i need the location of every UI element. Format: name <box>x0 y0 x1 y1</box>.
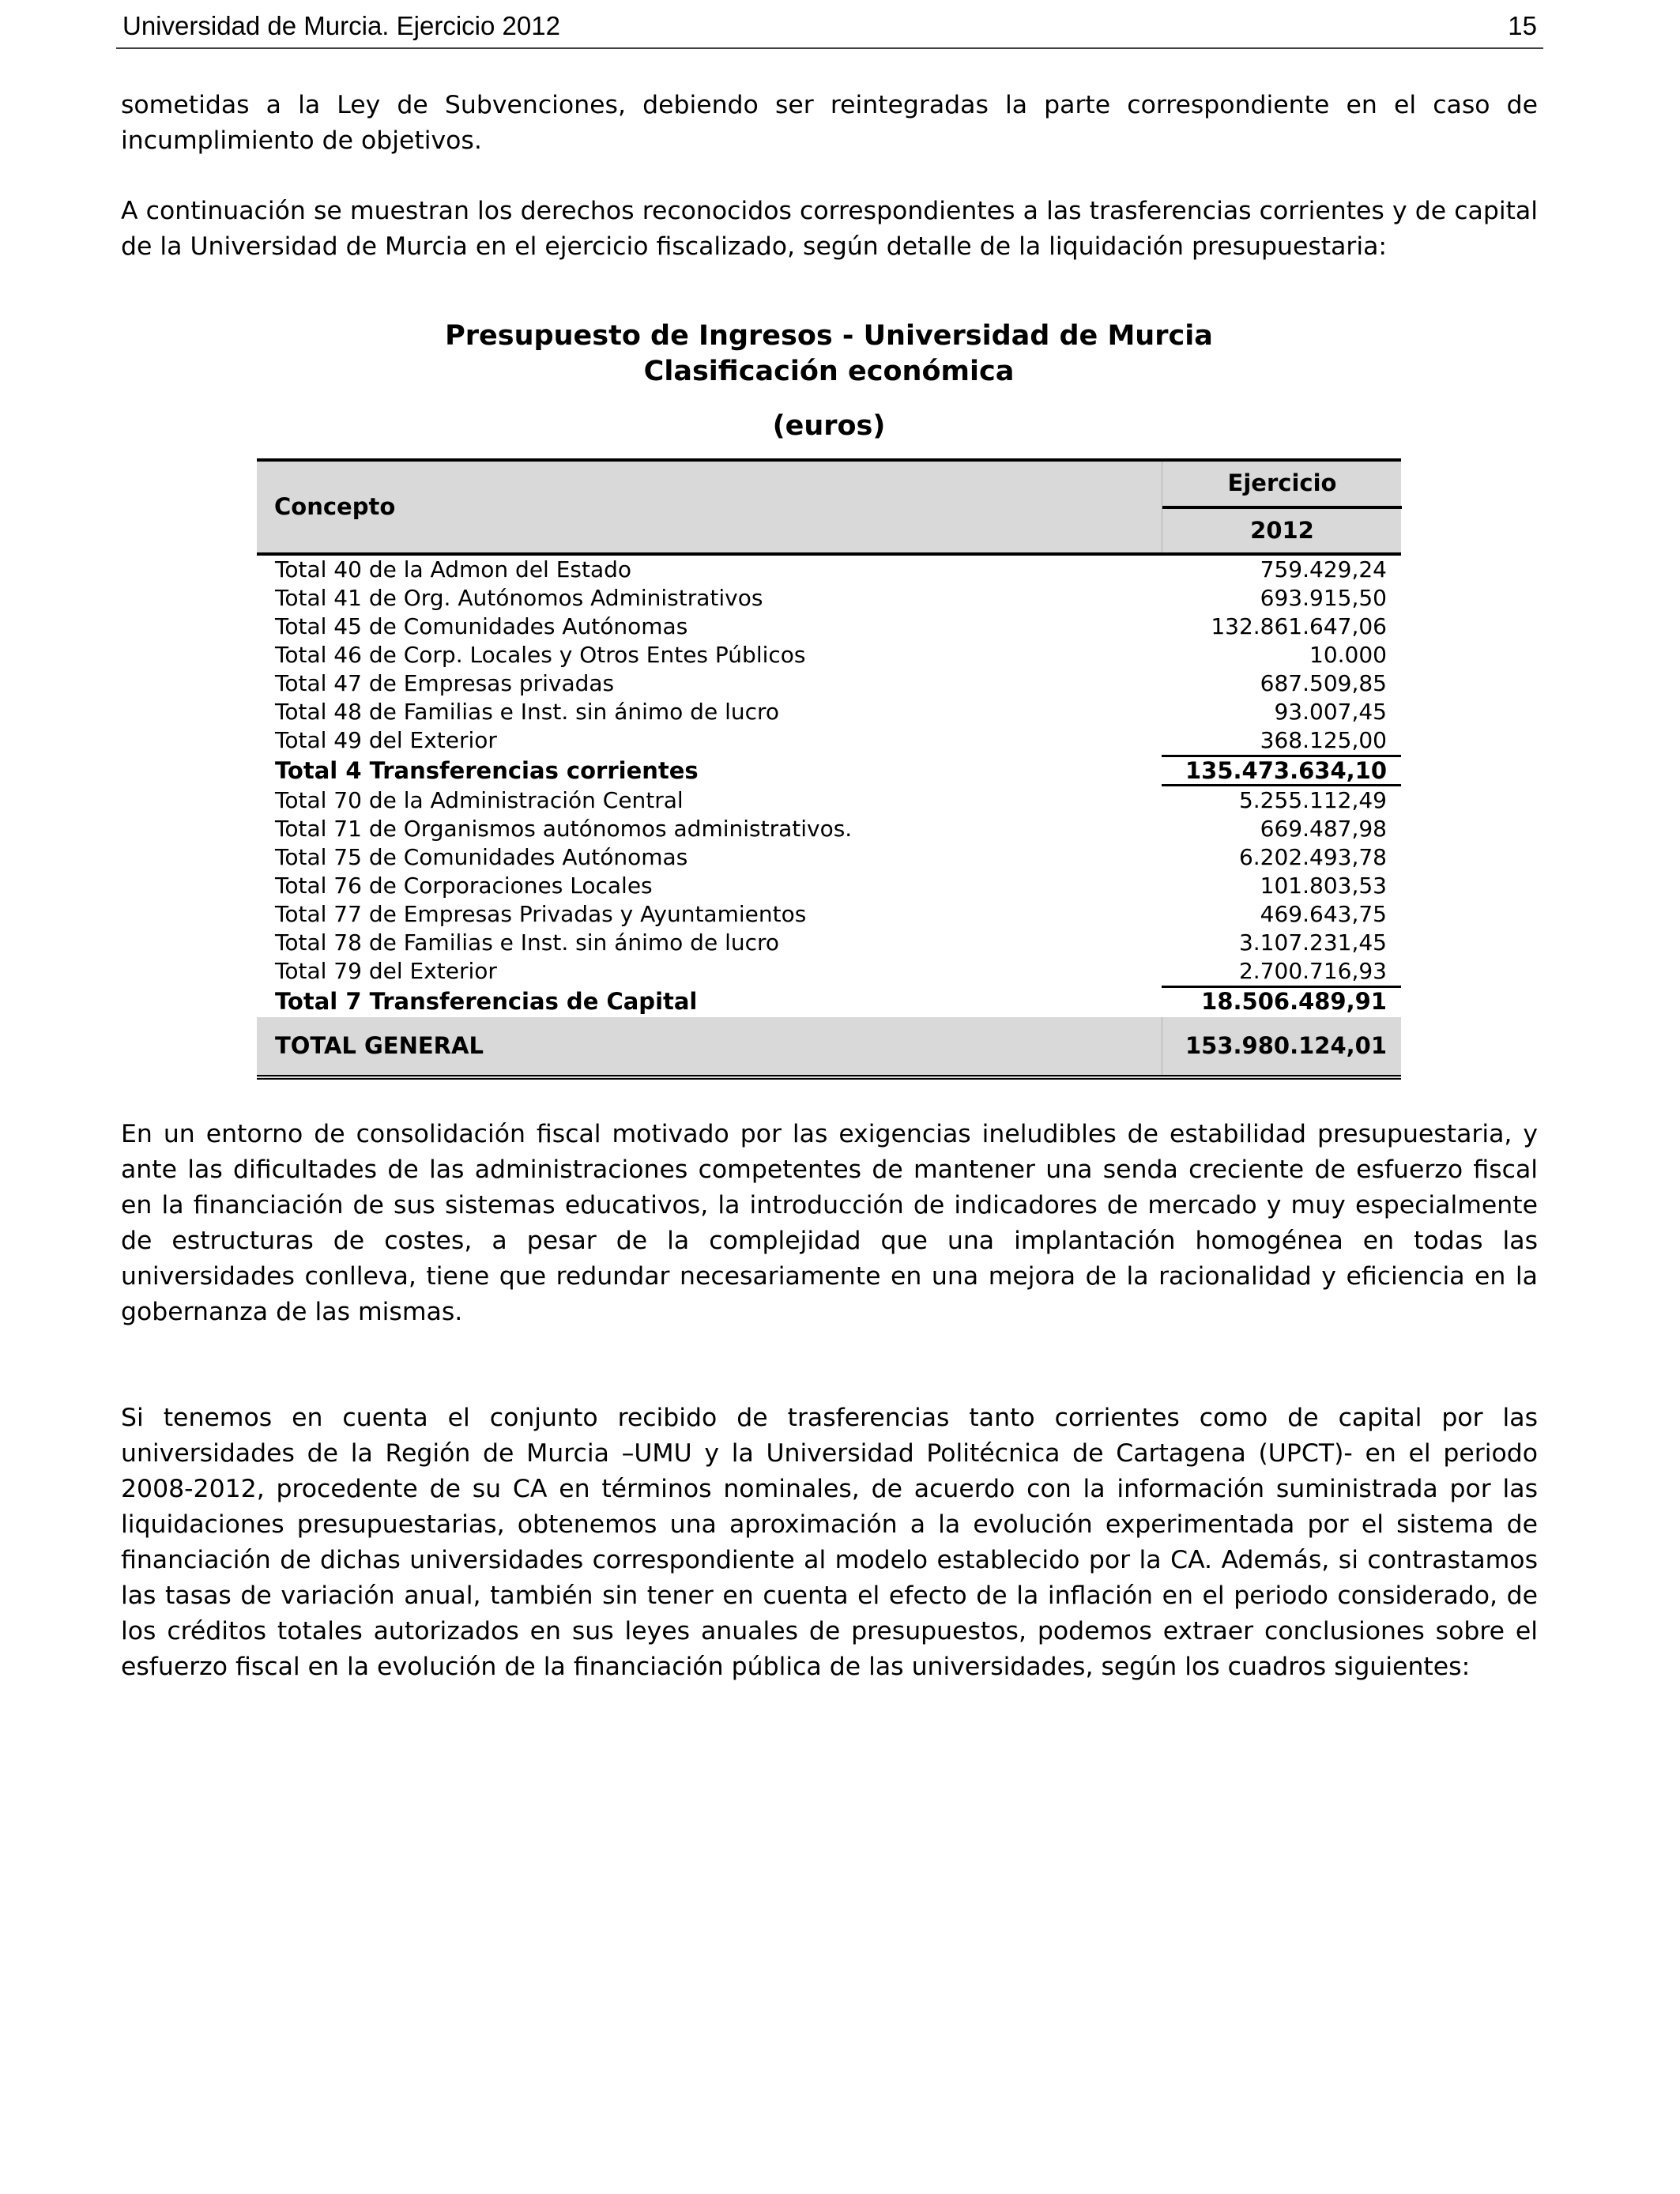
grand-total-row <box>257 1017 1401 1080</box>
column-group-label: Ejercicio <box>1227 469 1337 496</box>
grand-total-label: TOTAL GENERAL <box>275 1032 484 1059</box>
row-value: 2.700.716,93 <box>1238 958 1387 984</box>
row-label: Total 75 de Comunidades Autónomas <box>275 844 688 870</box>
row-label: Total 71 de Organismos autónomos administrativos. <box>275 816 853 842</box>
table-row <box>257 613 1401 641</box>
subtotal-value: 18.506.489,91 <box>1162 986 1401 1017</box>
budget-table <box>257 458 1401 1080</box>
row-value: 10.000 <box>1309 642 1387 668</box>
row-value: 669.487,98 <box>1260 816 1387 842</box>
row-label: Total 70 de la Administración Central <box>275 787 684 813</box>
column-header-year: 2012 <box>1250 517 1314 544</box>
table-row <box>257 698 1401 726</box>
table-row <box>257 641 1401 669</box>
row-label: Total 78 de Familias e Inst. sin ánimo de lucro <box>275 929 780 956</box>
table-subtitle: Clasificación económica <box>643 356 1015 387</box>
row-value: 3.107.231,45 <box>1238 929 1387 956</box>
row-label: Total 79 del Exterior <box>275 958 497 984</box>
table-row <box>257 786 1401 815</box>
row-label: Total 76 de Corporaciones Locales <box>275 873 653 899</box>
row-value: 5.255.112,49 <box>1238 787 1387 813</box>
row-value: 687.509,85 <box>1260 670 1387 696</box>
page-number: 15 <box>1508 11 1537 40</box>
row-label: Total 48 de Familias e Inst. sin ánimo de lucro <box>275 699 780 725</box>
row-value: 469.643,75 <box>1260 901 1387 927</box>
table-row <box>257 957 1401 986</box>
grand-total-value: 153.980.124,01 <box>1162 1017 1401 1075</box>
row-label: Total 77 de Empresas Privadas y Ayuntamientos <box>275 901 807 927</box>
row-label: Total 41 de Org. Autónomos Administrativos <box>275 585 763 611</box>
row-label: Total 45 de Comunidades Autónomas <box>275 613 688 639</box>
paragraph-3: En un entorno de consolidación fiscal motivado por las exigencias ineludibles de estabilidad presupuestaria, y ante las dificultades de las administraciones competentes de mantener una senda creciente de esfuerzo fiscal en la financiación de sus sistemas educativos, la introducción de indicadores de mercado y muy especialmente de estructuras de costes, a pesar de la complejidad que una implantación homogénea en todas las universidades conlleva, tiene que redundar necesariamente en una mejora de la racionalidad y eficiencia en la gobernanza de las mismas. <box>121 1120 1538 1326</box>
row-value: 101.803,53 <box>1260 873 1387 899</box>
row-value: 693.915,50 <box>1260 585 1387 611</box>
row-value: 132.861.647,06 <box>1211 613 1387 639</box>
document-title: Universidad de Murcia. Ejercicio 2012 <box>122 11 560 40</box>
subtotal-row-current <box>257 755 1401 786</box>
running-header <box>116 6 1543 49</box>
table-row <box>257 900 1401 929</box>
column-group-ejercicio <box>1162 462 1402 552</box>
table-title: Presupuesto de Ingresos - Universidad de Murcia <box>445 320 1213 352</box>
table-row <box>257 669 1401 698</box>
paragraph-4: Si tenemos en cuenta el conjunto recibido de trasferencias tanto corrientes como de capital por las universidades de la Región de Murcia –UMU y la Universidad Politécnica de Cartagena (UPCT)- en el periodo 2008-2012, procedente de su CA en términos nominales, de acuerdo con la información suministrada por las liquidaciones presupuestarias, obtenemos una aproximación a la evolución experimentada por el sistema de financiación de dichas universidades correspondiente al modelo establecido por la CA. Además, si contrastamos las tasas de variación anual, también sin tener en cuenta el efecto de la inflación en el periodo considerado, de los créditos totales autorizados en sus leyes anuales de presupuestos, podemos extraer conclusiones sobre el esfuerzo fiscal en la evolución de la financiación pública de las universidades, según los cuadros siguientes: <box>121 1404 1538 1681</box>
row-value: 6.202.493,78 <box>1238 844 1387 870</box>
row-label: Total 47 de Empresas privadas <box>275 670 615 696</box>
table-row <box>257 815 1401 843</box>
row-value: 368.125,00 <box>1260 727 1387 753</box>
subtotal-label: Total 7 Transferencias de Capital <box>275 988 698 1015</box>
row-value: 759.429,24 <box>1260 556 1387 582</box>
table-row <box>257 556 1401 584</box>
paragraph-1: sometidas a la Ley de Subvenciones, debiendo ser reintegradas la parte correspondiente en el caso de incumplimiento de objetivos. <box>121 91 1538 155</box>
table-row <box>257 584 1401 613</box>
table-row <box>257 929 1401 957</box>
paragraph-2: A continuación se muestran los derechos reconocidos correspondientes a las trasferencias corrientes y de capital de la Universidad de Murcia en el ejercicio fiscalizado, según detalle de la liquidación presupuestaria: <box>121 197 1538 261</box>
subtotal-row-capital <box>257 986 1401 1017</box>
row-label: Total 49 del Exterior <box>275 727 497 753</box>
table-row <box>257 726 1401 755</box>
row-label: Total 46 de Corp. Locales y Otros Entes Públicos <box>275 642 806 668</box>
header-divider <box>1162 506 1402 509</box>
subtotal-value: 135.473.634,10 <box>1162 755 1401 786</box>
table-row <box>257 843 1401 872</box>
table-header <box>257 458 1401 556</box>
row-label: Total 40 de la Admon del Estado <box>275 556 632 582</box>
column-header-concept: Concepto <box>274 493 396 520</box>
table-row <box>257 872 1401 900</box>
table-unit: (euros) <box>772 410 886 442</box>
row-value: 93.007,45 <box>1274 699 1387 725</box>
subtotal-label: Total 4 Transferencias corrientes <box>275 757 699 784</box>
